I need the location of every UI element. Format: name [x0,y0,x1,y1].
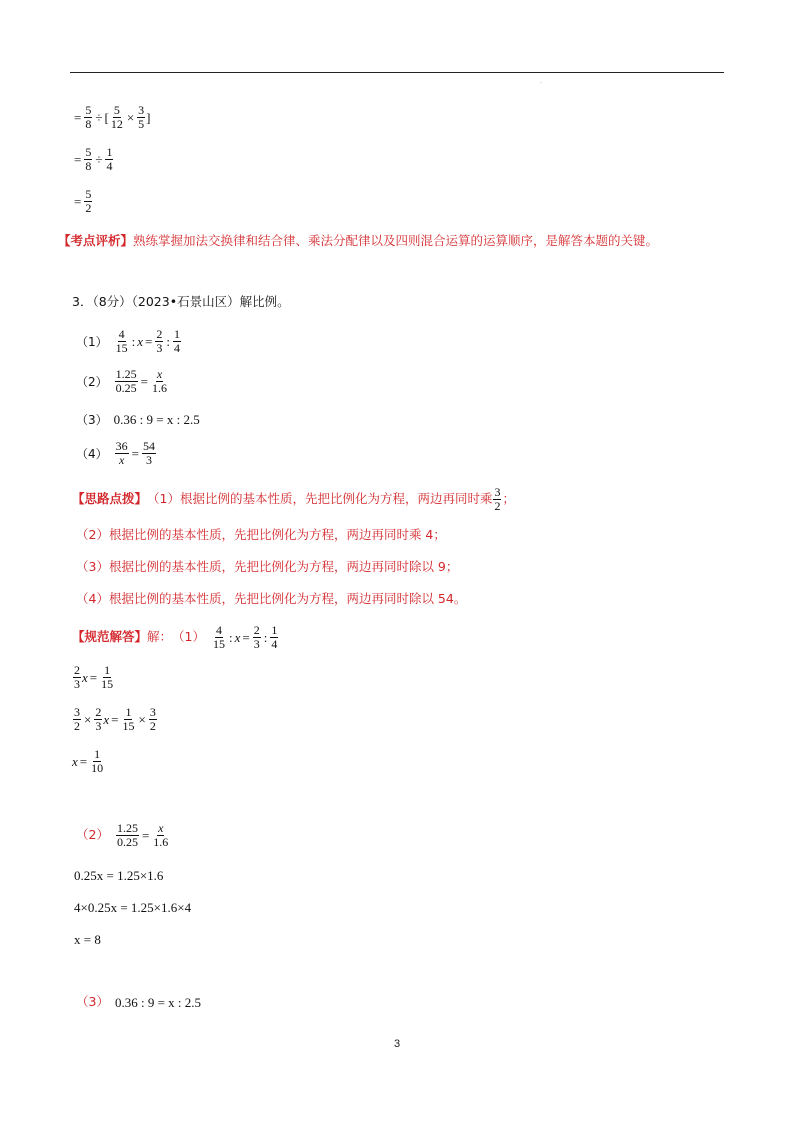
solution-1-step-1: $\frac{2}{3}$ x = $\frac{1}{15}$ [74,663,114,691]
fraction: $\frac{3}{2}$ [494,485,501,513]
fraction: $\frac{3}{2}$ [74,705,80,733]
question-item-2: （2） $\frac{1.25}{0.25}$ = $\frac{x}{1.6}$ [76,367,167,395]
fraction: $\frac{2}{3}$ [253,623,260,651]
calc-line-1: = $\frac{5}{8}$ ÷ [ $\frac{5}{12}$ × $\frac{3}{5}$ ] [74,103,151,131]
header-rule [70,72,724,73]
scan-mark: · [540,80,542,87]
fraction: $\frac{1.25}{0.25}$ [116,821,138,849]
fraction: $\frac{2}{3}$ [95,705,102,733]
review-text: 熟练掌握加法交换律和结合律、乘法分配律以及四则混合运算的运算顺序，是解答本题的关键。 [133,233,659,248]
calc-line-2: = $\frac{5}{8}$ ÷ $\frac{1}{4}$ [74,145,113,173]
fraction: $\frac{1}{4}$ [106,145,113,173]
review-tag: 【考点评析】 [58,233,134,248]
fraction: $\frac{1}{15}$ [122,705,135,733]
solution-2-header: （2） $\frac{1.25}{0.25}$ = $\frac{x}{1.6}$ [76,821,169,849]
fraction: $\frac{3}{5}$ [138,103,145,131]
hint-line-4: （4）根据比例的基本性质，先把比例化为方程，两边再同时除以 54。 [76,591,467,606]
fraction: $\frac{1}{15}$ [101,663,114,691]
question-heading: 3．（8分）（2023•石景山区）解比例。 [72,294,290,309]
fraction: $\frac{36}{x}$ [115,439,128,467]
calc-line-3: = $\frac{5}{2}$ [74,187,92,215]
fraction: $\frac{x}{1.6}$ [151,367,167,395]
fraction: $\frac{1}{4}$ [174,327,181,355]
fraction: $\frac{54}{3}$ [142,439,155,467]
fraction: $\frac{4}{15}$ [212,623,225,651]
solution-3-header: （3） 0.36 : 9 = x : 2.5 [76,994,202,1010]
question-item-3: （3） 0.36 : 9 = x : 2.5 [76,412,200,427]
fraction: $\frac{5}{12}$ [110,103,123,131]
solution-1-answer: x = $\frac{1}{10}$ [72,747,104,775]
fraction: $\frac{3}{2}$ [149,705,156,733]
hint-line-2: （2）根据比例的基本性质，先把比例化为方程，两边再同时乘 4； [76,527,446,542]
hint-tag: 【思路点拨】 [72,491,148,507]
fraction: $\frac{4}{15}$ [115,327,128,355]
hint-line-1: 【思路点拨】 （1）根据比例的基本性质，先把比例化为方程，两边再同时乘 $\frac{3}{2}$ ； [72,485,515,513]
question-item-1: （1） $\frac{4}{15}$ : x = $\frac{2}{3}$ : $\frac{1}{4}$ [76,327,181,355]
fraction: $\frac{1}{4}$ [271,623,278,651]
fraction: $\frac{1.25}{0.25}$ [115,367,137,395]
question-item-4: （4） $\frac{36}{x}$ = $\frac{54}{3}$ [76,439,155,467]
fraction: $\frac{1}{10}$ [91,747,104,775]
fraction: $\frac{2}{3}$ [156,327,163,355]
fraction: $\frac{5}{2}$ [85,187,92,215]
solution-2-answer: x = 8 [74,932,101,947]
solution-tag: 【规范解答】 [72,629,148,645]
solution-2-step-1: 0.25x = 1.25×1.6 [74,868,164,883]
fraction: $\frac{2}{3}$ [74,663,80,691]
solution-line-1: 【规范解答】 解： （1） $\frac{4}{15}$ : x = $\frac{2}{3}$ : $\frac{1}{4}$ [72,623,278,651]
hint-line-3: （3）根据比例的基本性质，先把比例化为方程，两边再同时除以 9； [76,559,459,574]
fraction: $\frac{5}{8}$ [85,103,92,131]
solution-2-step-2: 4×0.25x = 1.25×1.6×4 [74,900,192,915]
solution-1-step-2: $\frac{3}{2}$ × $\frac{2}{3}$ x = $\frac{1}{15}$ × $\frac{3}{2}$ [74,705,156,733]
review-paragraph [58,226,738,256]
fraction: $\frac{x}{1.6}$ [153,821,169,849]
fraction: $\frac{5}{8}$ [85,145,92,173]
page-number: 3 [393,1038,401,1050]
